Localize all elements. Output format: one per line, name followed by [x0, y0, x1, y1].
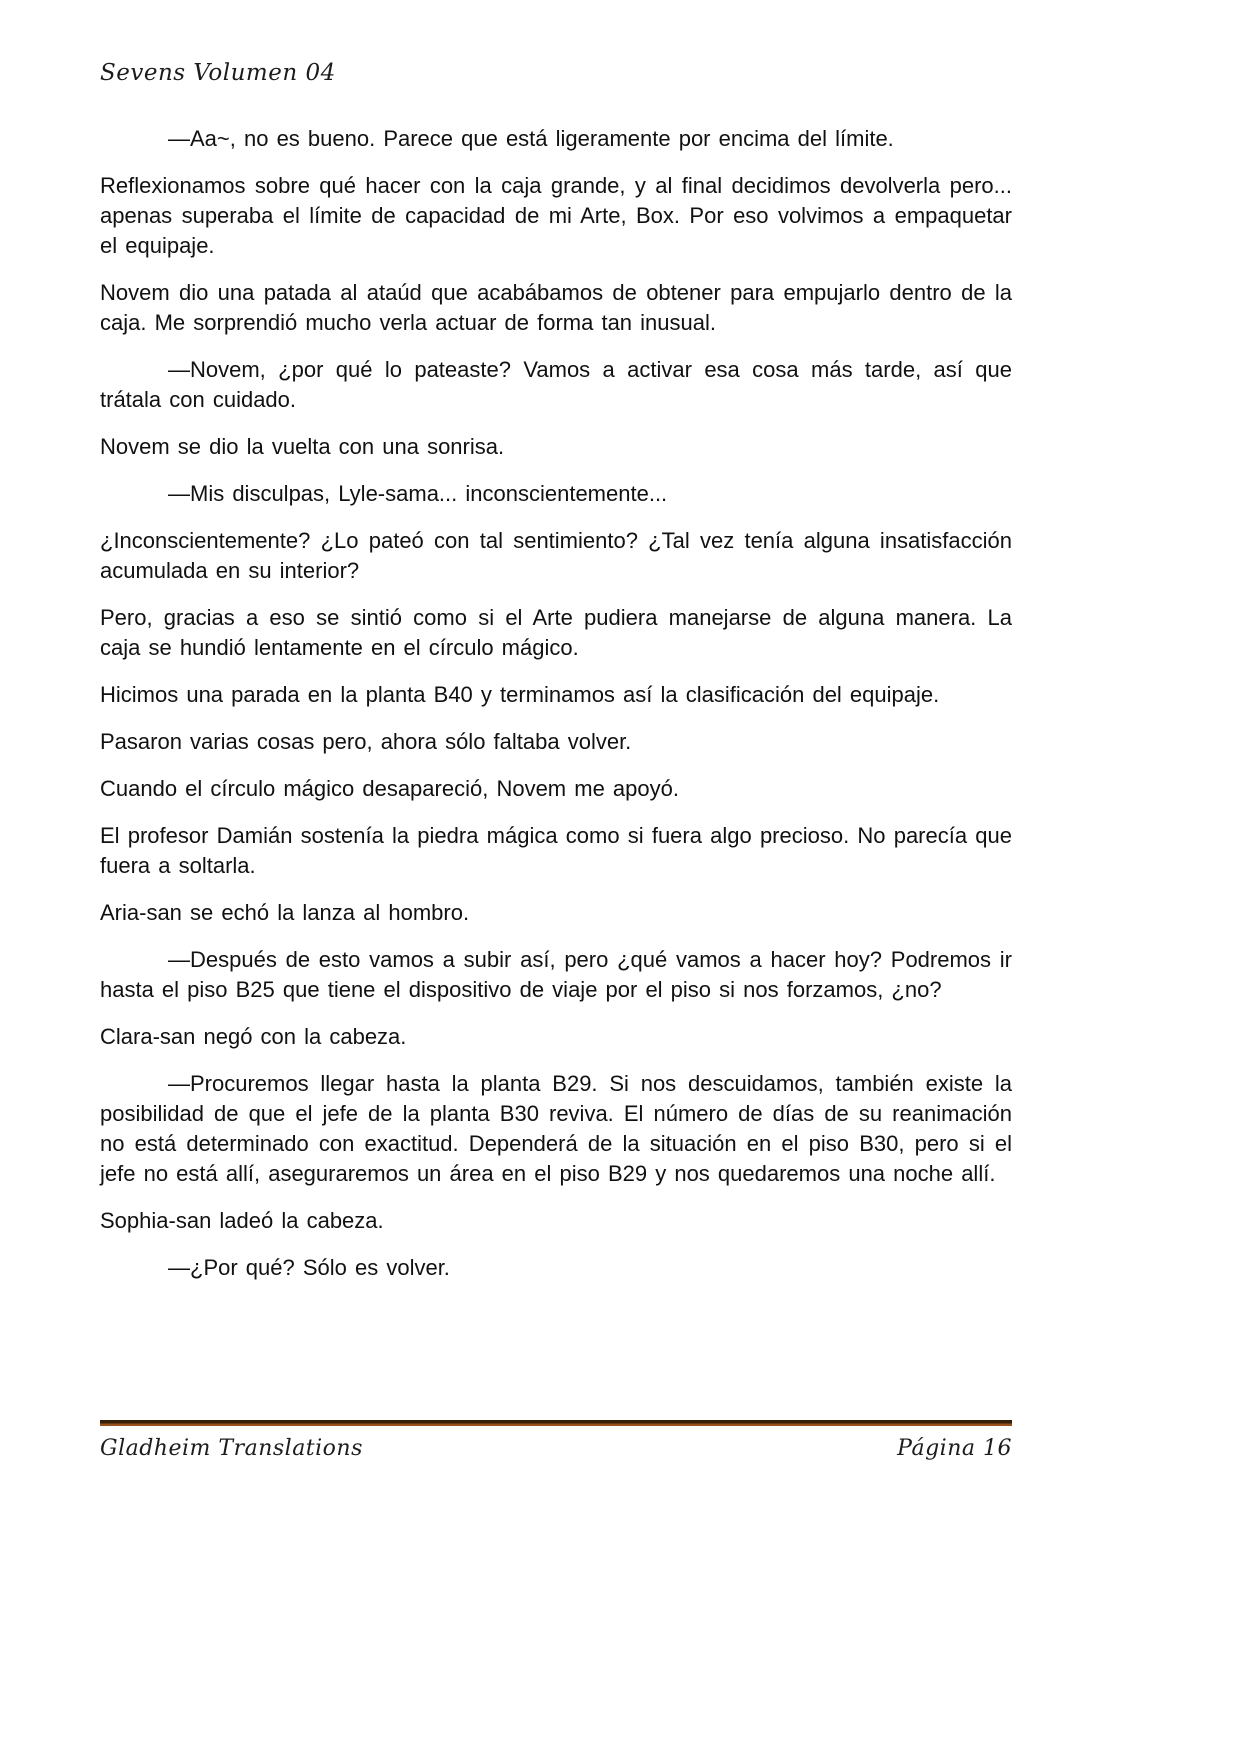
paragraph: Sophia-san ladeó la cabeza. — [100, 1208, 384, 1233]
dialogue-paragraph: —¿Por qué? Sólo es volver. — [168, 1255, 450, 1280]
footer-rule — [100, 1420, 1012, 1426]
paragraph: Novem se dio la vuelta con una sonrisa. — [100, 434, 505, 459]
paragraph: El profesor Damián sostenía la piedra mágica como si fuera algo precioso. No parecía que fuera a soltarla. — [100, 823, 1012, 878]
paragraph: Cuando el círculo mágico desapareció, Novem me apoyó. — [100, 776, 679, 801]
dialogue-paragraph: —Después de esto vamos a subir así, pero ¿qué vamos a hacer hoy? Podremos ir hasta el piso B25 que tiene el dispositivo de viaje por el piso si nos forzamos, ¿no? — [100, 947, 1012, 1002]
paragraph: ¿Inconscientemente? ¿Lo pateó con tal sentimiento? ¿Tal vez tenía alguna insatisfacción acumulada en su interior? — [100, 528, 1012, 583]
paragraph: Reflexionamos sobre qué hacer con la caja grande, y al final decidimos devolverla pero... apenas superaba el límite de capacidad de mi Arte, Box. Por eso volvimos a empaquetar el equipaje. — [100, 173, 1012, 258]
paragraph: Pero, gracias a eso se sintió como si el Arte pudiera manejarse de alguna manera. La caja se hundió lentamente en el círculo mágico. — [100, 605, 1012, 660]
page-number: Página 16 — [897, 1436, 1012, 1461]
translator-credit: Gladheim Translations — [100, 1436, 363, 1461]
dialogue-paragraph: —Aa~, no es bueno. Parece que está ligeramente por encima del límite. — [168, 126, 894, 151]
paragraph: Hicimos una parada en la planta B40 y terminamos así la clasificación del equipaje. — [100, 682, 940, 707]
book-title: Sevens Volumen 04 — [100, 60, 336, 86]
page-footer — [100, 1420, 1012, 1461]
paragraph: Clara-san negó con la cabeza. — [100, 1024, 407, 1049]
dialogue-paragraph: —Novem, ¿por qué lo pateaste? Vamos a activar esa cosa más tarde, así que trátala con cuidado. — [100, 357, 1012, 412]
dialogue-paragraph: —Mis disculpas, Lyle-sama... inconscientemente... — [168, 481, 668, 506]
paragraph: Pasaron varias cosas pero, ahora sólo faltaba volver. — [100, 729, 632, 754]
dialogue-paragraph: —Procuremos llegar hasta la planta B29. Si nos descuidamos, también existe la posibilidad de que el jefe de la planta B30 reviva. El número de días de su reanimación no está determinado con exactitud. Dependerá de la situación en el piso B30, pero si el jefe no está allí, aseguraremos un área en el piso B29 y nos quedaremos una noche allí. — [100, 1071, 1012, 1186]
paragraph: Novem dio una patada al ataúd que acabábamos de obtener para empujarlo dentro de la caja. Me sorprendió mucho verla actuar de forma tan inusual. — [100, 280, 1012, 335]
paragraph: Aria-san se echó la lanza al hombro. — [100, 900, 470, 925]
document-body — [100, 124, 1012, 1283]
page-header — [100, 60, 1012, 86]
